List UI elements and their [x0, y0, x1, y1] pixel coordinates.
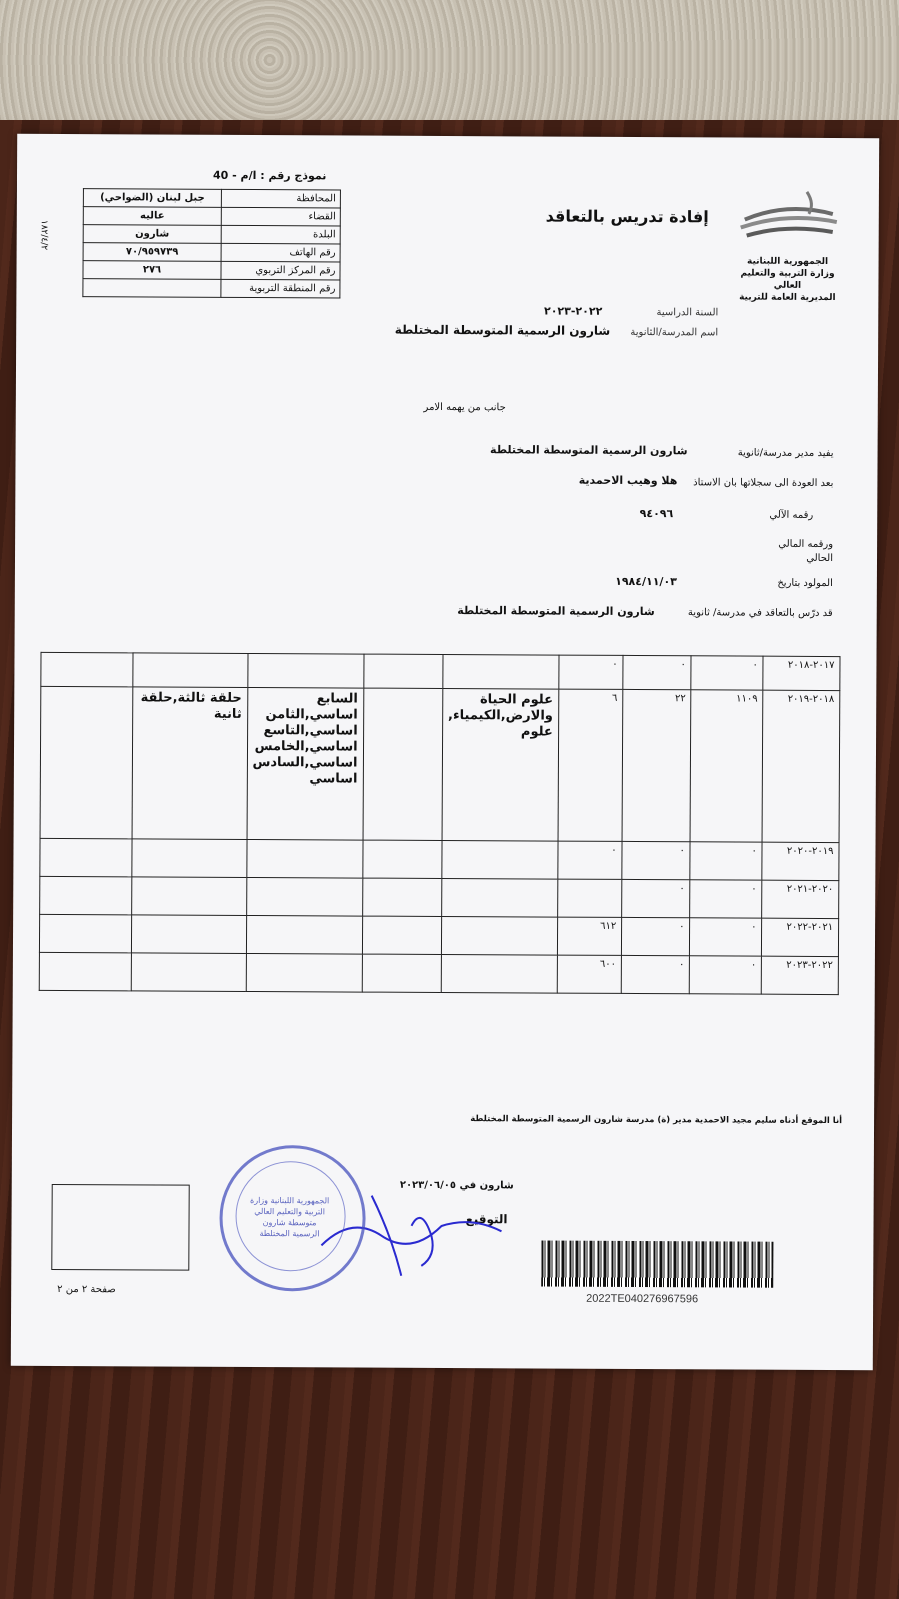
info-row	[83, 207, 340, 226]
machine-number-label: رقمه الآلي	[769, 509, 814, 521]
location-info-table	[82, 188, 341, 298]
side-note: ١٨٢/٤/٢	[38, 219, 49, 251]
declaration-text: أنا الموقع أدناه سليم مجيد الاحمدية مدير (ة) مدرسة شارون الرسمية المتوسطة المختلطة	[470, 1114, 843, 1127]
table-cell-c6	[362, 840, 442, 878]
page-number: صفحة ٢ من ٢	[57, 1283, 116, 1296]
info-row	[83, 189, 340, 208]
republic-name: الجمهورية اللبنانية	[746, 256, 829, 267]
photo-box	[51, 1184, 189, 1271]
model-number-label: نموذج رقم : ا/م - 40	[212, 168, 327, 183]
school-label: اسم المدرسة/الثانوية	[630, 326, 719, 339]
teaching-hours-table	[39, 652, 841, 995]
table-cell-c6	[362, 954, 442, 992]
table-cell-year: ٢٠٢٠-٢٠٢١	[762, 880, 839, 918]
table-cell-c9	[41, 652, 134, 686]
table-cell-c4: ٠	[559, 655, 624, 689]
school-value: شارون الرسمية المتوسطة المختلطة	[394, 322, 611, 338]
year-value: ٢٠٢٢-٢٠٢٣	[543, 304, 603, 318]
table-cell-c4: ٦٠٠	[557, 955, 622, 993]
directorate-name: المديرية العامة للتربية	[739, 292, 836, 304]
finance-number-label: ورقمه المالي الحالي	[778, 538, 834, 565]
info-key: رقم المركز التربوي	[221, 261, 340, 280]
info-value: ٧٠/٩٥٩٧٣٩	[83, 243, 221, 262]
machine-number-value: ٩٤٠٩٦	[639, 507, 674, 521]
table-cell-classes: السابع اساسي,الثامن اساسي,التاسع اساسي,الخامس اساسي,السادس اساسي	[247, 687, 364, 840]
table-cell-cycle	[132, 915, 246, 954]
table-row	[41, 652, 840, 690]
table-cell-classes	[246, 953, 362, 992]
birth-date-value: ١٩٨٤/١١/٠٣	[615, 574, 677, 589]
table-cell-classes	[246, 839, 362, 878]
table-cell-c9	[40, 876, 133, 914]
school-director-value: شارون الرسمية المتوسطة المختلطة	[490, 443, 688, 458]
table-cell-c6	[363, 654, 442, 688]
table-cell-c3: ٠	[622, 841, 691, 879]
table-cell-subject	[441, 916, 557, 955]
table-cell-year: ٢٠١٧-٢٠١٨	[763, 656, 840, 690]
table-row	[39, 914, 838, 956]
table-cell-c2: ٠	[690, 842, 762, 880]
info-value: جبل لبنان (الضواحي)	[83, 189, 221, 208]
teacher-name: هلا وهيب الاحمدية	[578, 473, 678, 488]
table-row	[39, 952, 838, 994]
info-row	[83, 225, 340, 244]
table-cell-c2: ٠	[691, 656, 763, 690]
table-cell-c6	[363, 688, 443, 840]
table-cell-c3: ٠	[622, 879, 691, 917]
year-label: السنة الدراسية	[656, 307, 719, 319]
info-key: المحافظة	[221, 189, 340, 208]
table-cell-c3: ٠	[622, 917, 691, 955]
table-cell-subject	[441, 954, 557, 993]
table-cell-c6	[362, 878, 442, 916]
place-date: شارون في ٢٠٢٣/٠٦/٠٥	[399, 1179, 514, 1192]
table-cell-year: ٢٠٢٢-٢٠٢٣	[762, 956, 839, 994]
table-cell-year: ٢٠١٨-٢٠١٩	[762, 690, 839, 842]
info-key: البلدة	[221, 225, 340, 244]
table-cell-cycle	[132, 877, 246, 916]
info-key: القضاء	[221, 207, 340, 226]
ministry-logo-icon	[737, 190, 841, 251]
birth-date-label: المولود بتاريخ	[777, 577, 833, 590]
table-cell-c4: ٦١٢	[557, 917, 622, 955]
table-cell-c3: ٢٢	[622, 689, 691, 841]
info-row	[83, 261, 340, 280]
info-value: شارون	[83, 225, 221, 244]
table-cell-classes	[246, 877, 362, 916]
table-cell-c4	[557, 879, 622, 917]
info-value: ٢٧٦	[83, 261, 221, 280]
info-key: رقم المنطقة التربوية	[221, 279, 340, 298]
table-cell-cycle	[132, 839, 246, 878]
table-cell-c2: ٠	[690, 880, 762, 918]
taught-at-value: شارون الرسمية المتوسطة المختلطة	[457, 604, 655, 619]
taught-at-label: قد درّس بالتعاقد في مدرسة/ ثانوية	[687, 607, 833, 620]
certificate-paper	[11, 134, 879, 1370]
table-cell-c9	[40, 686, 133, 838]
official-stamp-text: الجمهورية اللبنانية وزارة التربية والتعليم العالي متوسطة شارون الرسمية المختلطة	[250, 1195, 330, 1239]
table-cell-c3: ٠	[621, 955, 690, 993]
table-cell-c9	[39, 952, 132, 990]
table-cell-c4: ٠	[558, 841, 623, 879]
table-row	[40, 686, 840, 842]
table-cell-subject	[442, 878, 558, 917]
info-value: عاليه	[83, 207, 221, 226]
table-cell-c6	[362, 916, 442, 954]
table-cell-cycle: حلقة ثالثة,حلقة ثانية	[132, 687, 247, 840]
table-cell-c9	[39, 914, 132, 952]
table-cell-subject: علوم الحياة والارض,الكيمياء, علوم	[442, 688, 559, 841]
table-cell-c3: ٠	[623, 655, 691, 689]
table-cell-c9	[40, 838, 133, 876]
table-cell-cycle	[132, 953, 246, 992]
info-key: رقم الهاتف	[221, 243, 340, 262]
ministry-name: وزارة التربية والتعليم العالي	[740, 268, 835, 291]
table-cell-year: ٢٠٢١-٢٠٢٢	[762, 918, 839, 956]
table-row	[40, 838, 839, 880]
table-cell-cycle	[133, 653, 247, 688]
table-cell-c2: ٠	[690, 918, 762, 956]
signature-label: التوقيع	[465, 1212, 508, 1227]
info-value	[83, 279, 221, 298]
to-whom-line: جانب من يهمه الامر	[423, 401, 506, 414]
table-cell-subject	[443, 654, 559, 689]
info-row	[83, 279, 340, 298]
table-cell-c4: ٦	[558, 689, 623, 841]
school-director-label: يفيد مدير مدرسة/ثانوية	[737, 447, 834, 460]
table-cell-classes	[247, 653, 363, 688]
table-cell-c2: ٠	[690, 956, 762, 994]
document-title: إفادة تدريس بالتعاقد	[545, 206, 709, 227]
barcode-icon	[541, 1241, 773, 1288]
table-cell-c2: ١١٠٩	[690, 690, 763, 842]
table-row	[40, 876, 839, 918]
table-cell-subject	[442, 840, 558, 879]
table-cell-classes	[246, 915, 362, 954]
info-row	[83, 243, 340, 262]
teacher-label: بعد العودة الى سجلاتها بان الاستاذ	[693, 477, 834, 490]
barcode-number: 2022TE040276967596	[586, 1292, 699, 1306]
ministry-logo-text	[732, 255, 842, 304]
table-cell-year: ٢٠١٩-٢٠٢٠	[762, 842, 839, 880]
